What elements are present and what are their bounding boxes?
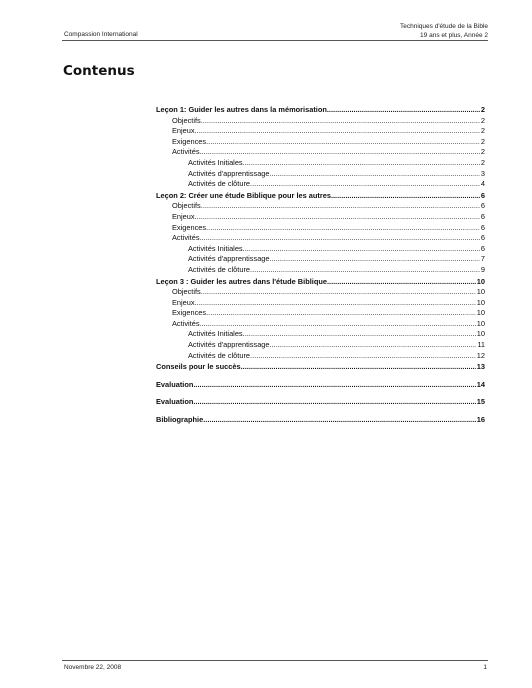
toc-entry[interactable] [156,201,485,212]
toc-entry[interactable] [156,116,485,127]
toc-entry-label: Activités d'apprentissage [188,168,270,178]
toc-leader-dots [270,169,480,180]
toc-leader-dots [193,380,475,391]
toc-leader-dots [203,415,476,426]
toc-entry-page: 6 [480,190,485,200]
toc-entry[interactable] [156,105,485,116]
table-of-contents [156,104,485,426]
toc-entry-label: Exigences [172,308,207,318]
toc-entry-page: 6 [480,233,485,243]
header-document-info [400,22,488,40]
toc-entry[interactable] [156,254,485,265]
toc-leader-dots [327,105,480,116]
toc-entry[interactable] [156,319,485,330]
toc-leader-dots [206,137,480,148]
toc-entry[interactable] [156,137,485,148]
toc-entry-label: Leçon 3 : Guider les autres dans l'étude Biblique [156,276,327,286]
toc-entry-page: 3 [480,168,485,178]
toc-entry[interactable] [156,158,485,169]
toc-entry-label: Activités Initiales [188,329,243,339]
toc-entry-label: Objectifs [172,115,201,125]
toc-leader-dots [201,287,476,298]
toc-entry-page: 2 [480,136,485,146]
toc-leader-dots [193,397,475,408]
toc-entry[interactable] [156,179,485,190]
toc-entry-label: Activités d'apprentissage [188,340,270,350]
toc-leader-dots [201,201,480,212]
toc-leader-dots [206,308,476,319]
toc-entry-label: Evaluation [156,397,194,407]
toc-entry-page: 6 [480,211,485,221]
toc-entry[interactable] [156,244,485,255]
toc-entry-page: 10 [476,287,485,297]
toc-entry-page: 10 [476,318,485,328]
toc-entry[interactable] [156,265,485,276]
toc-entry[interactable] [156,212,485,223]
footer-date: Novembre 22, 2008 [64,664,122,671]
toc-leader-dots [327,277,476,288]
toc-entry-page: 14 [476,379,485,389]
toc-entry[interactable] [156,126,485,137]
toc-leader-dots [201,116,480,127]
toc-entry-label: Bibliographie [156,415,204,425]
toc-leader-dots [243,329,476,340]
toc-entry[interactable] [156,169,485,180]
toc-leader-dots [250,265,480,276]
toc-entry-label: Activités d'apprentissage [188,254,270,264]
toc-entry-label: Exigences [172,136,207,146]
toc-leader-dots [270,254,480,265]
toc-entry-label: Leçon 2: Créer une étude Biblique pour les autres [156,190,331,200]
toc-entry[interactable] [156,380,485,391]
toc-leader-dots [195,298,476,309]
toc-leader-dots [200,147,480,158]
toc-entry[interactable] [156,298,485,309]
toc-entry-label: Activités [172,318,200,328]
toc-entry-page: 10 [476,329,485,339]
toc-entry-label: Enjeux [172,211,195,221]
toc-entry-page: 10 [476,308,485,318]
toc-entry-page: 11 [477,340,485,350]
toc-entry-page: 15 [476,397,485,407]
header-organization: Compassion International [64,31,138,38]
header-document-audience: 19 ans et plus, Année 2 [420,32,488,39]
toc-entry[interactable] [156,362,485,373]
toc-leader-dots [200,319,476,330]
toc-leader-dots [243,244,480,255]
toc-entry[interactable] [156,147,485,158]
toc-leader-dots [243,158,480,169]
toc-entry-page: 2 [480,115,485,125]
toc-leader-dots [195,126,480,137]
toc-entry-label: Evaluation [156,379,194,389]
toc-entry-page: 4 [480,179,485,189]
toc-entry-page: 10 [476,297,485,307]
toc-entry-label: Enjeux [172,126,195,136]
toc-entry[interactable] [156,191,485,202]
toc-entry-label: Objectifs [172,287,201,297]
toc-entry-page: 2 [480,126,485,136]
header-divider [62,40,488,41]
toc-entry-page: 16 [476,415,485,425]
toc-entry-page: 9 [480,264,485,274]
toc-leader-dots [250,351,476,362]
toc-leader-dots [331,191,480,202]
toc-entry-label: Activités de clôture [188,264,251,274]
toc-entry[interactable] [156,329,485,340]
footer-page-number: 1 [483,664,487,671]
toc-entry-page: 7 [480,254,485,264]
toc-entry-label: Activités Initiales [188,157,243,167]
toc-entry-page: 6 [480,222,485,232]
footer-divider [62,660,488,661]
toc-leader-dots [241,362,476,373]
toc-entry-label: Activités [172,233,200,243]
toc-entry[interactable] [156,351,485,362]
toc-entry-page: 10 [476,276,485,286]
toc-entry-label: Enjeux [172,297,195,307]
header-document-title: Techniques d'étude de la Bible [400,23,488,30]
toc-entry-label: Activités de clôture [188,350,251,360]
toc-entry-page: 6 [480,201,485,211]
toc-entry-label: Activités de clôture [188,179,251,189]
toc-entry[interactable] [156,223,485,234]
toc-entry-label: Activités [172,147,200,157]
toc-entry-page: 6 [480,243,485,253]
toc-entry-label: Activités Initiales [188,243,243,253]
toc-entry[interactable] [156,287,485,298]
toc-leader-dots [250,179,480,190]
toc-entry[interactable] [156,340,485,351]
toc-entry-label: Objectifs [172,201,201,211]
toc-entry-page: 2 [480,157,485,167]
toc-entry[interactable] [156,415,485,426]
toc-entry-label: Exigences [172,222,207,232]
toc-leader-dots [200,233,480,244]
toc-entry-page: 13 [476,362,485,372]
toc-leader-dots [195,212,480,223]
toc-entry-page: 2 [480,147,485,157]
toc-entry-page: 2 [480,105,485,114]
toc-entry-label: Leçon 1: Guider les autres dans la mémorisation [156,105,327,114]
toc-entry-page: 12 [476,350,485,360]
toc-entry[interactable] [156,233,485,244]
toc-entry[interactable] [156,308,485,319]
toc-entry[interactable] [156,277,485,288]
toc-entry-label: Conseils pour le succès [156,362,241,372]
toc-entry[interactable] [156,397,485,408]
toc-leader-dots [206,223,480,234]
page-title: Contenus [63,63,135,79]
toc-leader-dots [270,340,477,351]
